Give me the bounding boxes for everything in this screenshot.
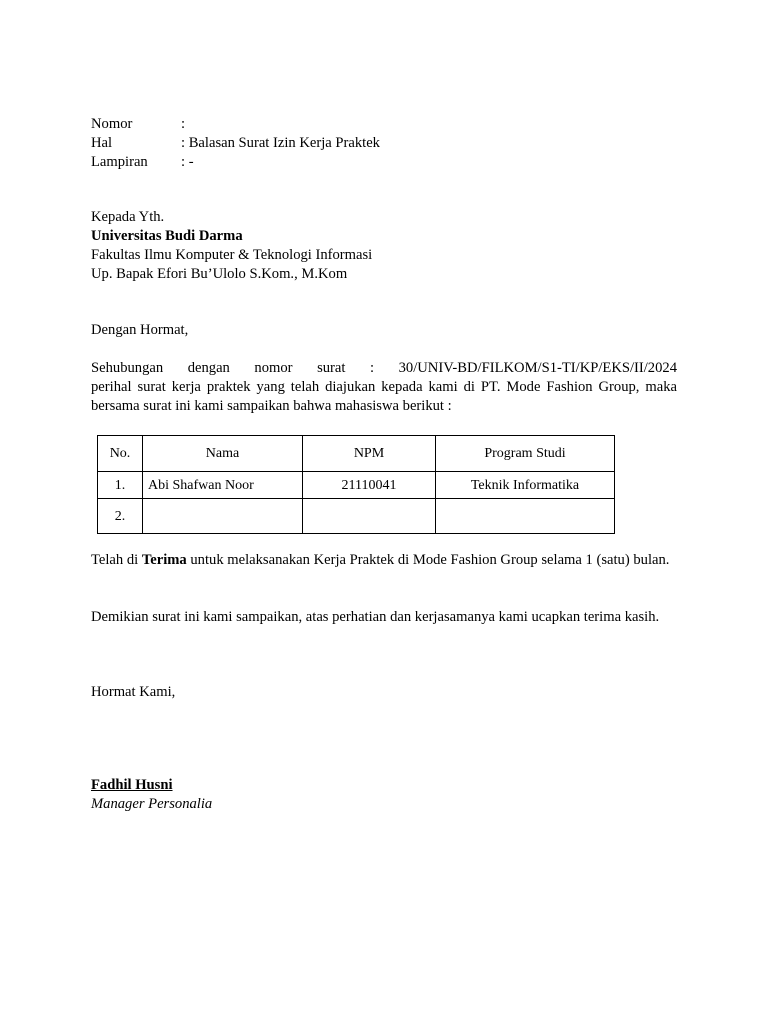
- table-header-row: [98, 436, 615, 472]
- meta-nomor-value: :: [181, 116, 186, 132]
- meta-hal: [91, 134, 380, 153]
- meta-lampiran-label: Lampiran: [91, 154, 148, 170]
- meta-nomor-label: Nomor: [91, 116, 133, 132]
- signer-name: Fadhil Husni: [91, 777, 173, 793]
- acceptance-bold: Terima: [141, 552, 187, 568]
- table-cell-nama: Abi Shafwan Noor: [143, 472, 303, 499]
- table-cell-program-studi: [436, 499, 615, 534]
- student-table: [97, 435, 615, 534]
- acceptance-suffix: untuk melaksanakan Kerja Praktek di Mode Fashion Group selama 1 (satu) bulan.: [190, 552, 670, 568]
- recipient-block: [91, 208, 372, 284]
- recipient-attention: Up. Bapak Efori Bu’Ulolo S.Kom., M.Kom: [91, 266, 348, 282]
- regards: Hormat Kami,: [91, 684, 176, 700]
- table-row: [98, 472, 615, 499]
- closing-paragraph: Demikian surat ini kami sampaikan, atas perhatian dan kerjasamanya kami ucapkan terima kasih.: [91, 609, 660, 625]
- table-header-npm: NPM: [303, 436, 436, 472]
- table-header-no: No.: [98, 436, 143, 472]
- signature-block: [91, 776, 212, 814]
- recipient-faculty: Fakultas Ilmu Komputer & Teknologi Informasi: [91, 247, 373, 263]
- recipient-institution: Universitas Budi Darma: [91, 228, 243, 244]
- table-header-nama: Nama: [143, 436, 303, 472]
- meta-hal-label: Hal: [91, 135, 113, 151]
- acceptance-prefix: Telah di: [91, 552, 139, 568]
- intro-rest: perihal surat kerja praktek yang telah diajukan kepada kami di PT. Mode Fashion Group, maka bersama surat ini kami sampaikan bahwa mahasiswa berikut :: [91, 379, 677, 414]
- table-cell-no: 1.: [98, 472, 143, 499]
- table-row: [98, 499, 615, 534]
- intro-line-1: Sehubungan dengan nomor surat : 30/UNIV-BD/FILKOM/S1-TI/KP/EKS/II/2024: [91, 360, 677, 376]
- letter-meta: [91, 115, 380, 172]
- meta-hal-value: : Balasan Surat Izin Kerja Praktek: [181, 135, 380, 151]
- intro-paragraph: [91, 359, 677, 416]
- acceptance-paragraph: [91, 551, 677, 570]
- recipient-salutation: Kepada Yth.: [91, 209, 165, 225]
- meta-lampiran: [91, 153, 380, 172]
- table-cell-npm: 21110041: [303, 472, 436, 499]
- table-cell-no: 2.: [98, 499, 143, 534]
- table-cell-nama: [143, 499, 303, 534]
- table-cell-program-studi: Teknik Informatika: [436, 472, 615, 499]
- meta-nomor: [91, 115, 380, 134]
- greeting: Dengan Hormat,: [91, 322, 189, 338]
- table-header-program-studi: Program Studi: [436, 436, 615, 472]
- signer-position: Manager Personalia: [91, 796, 213, 812]
- table-cell-npm: [303, 499, 436, 534]
- meta-lampiran-value: : -: [181, 154, 194, 170]
